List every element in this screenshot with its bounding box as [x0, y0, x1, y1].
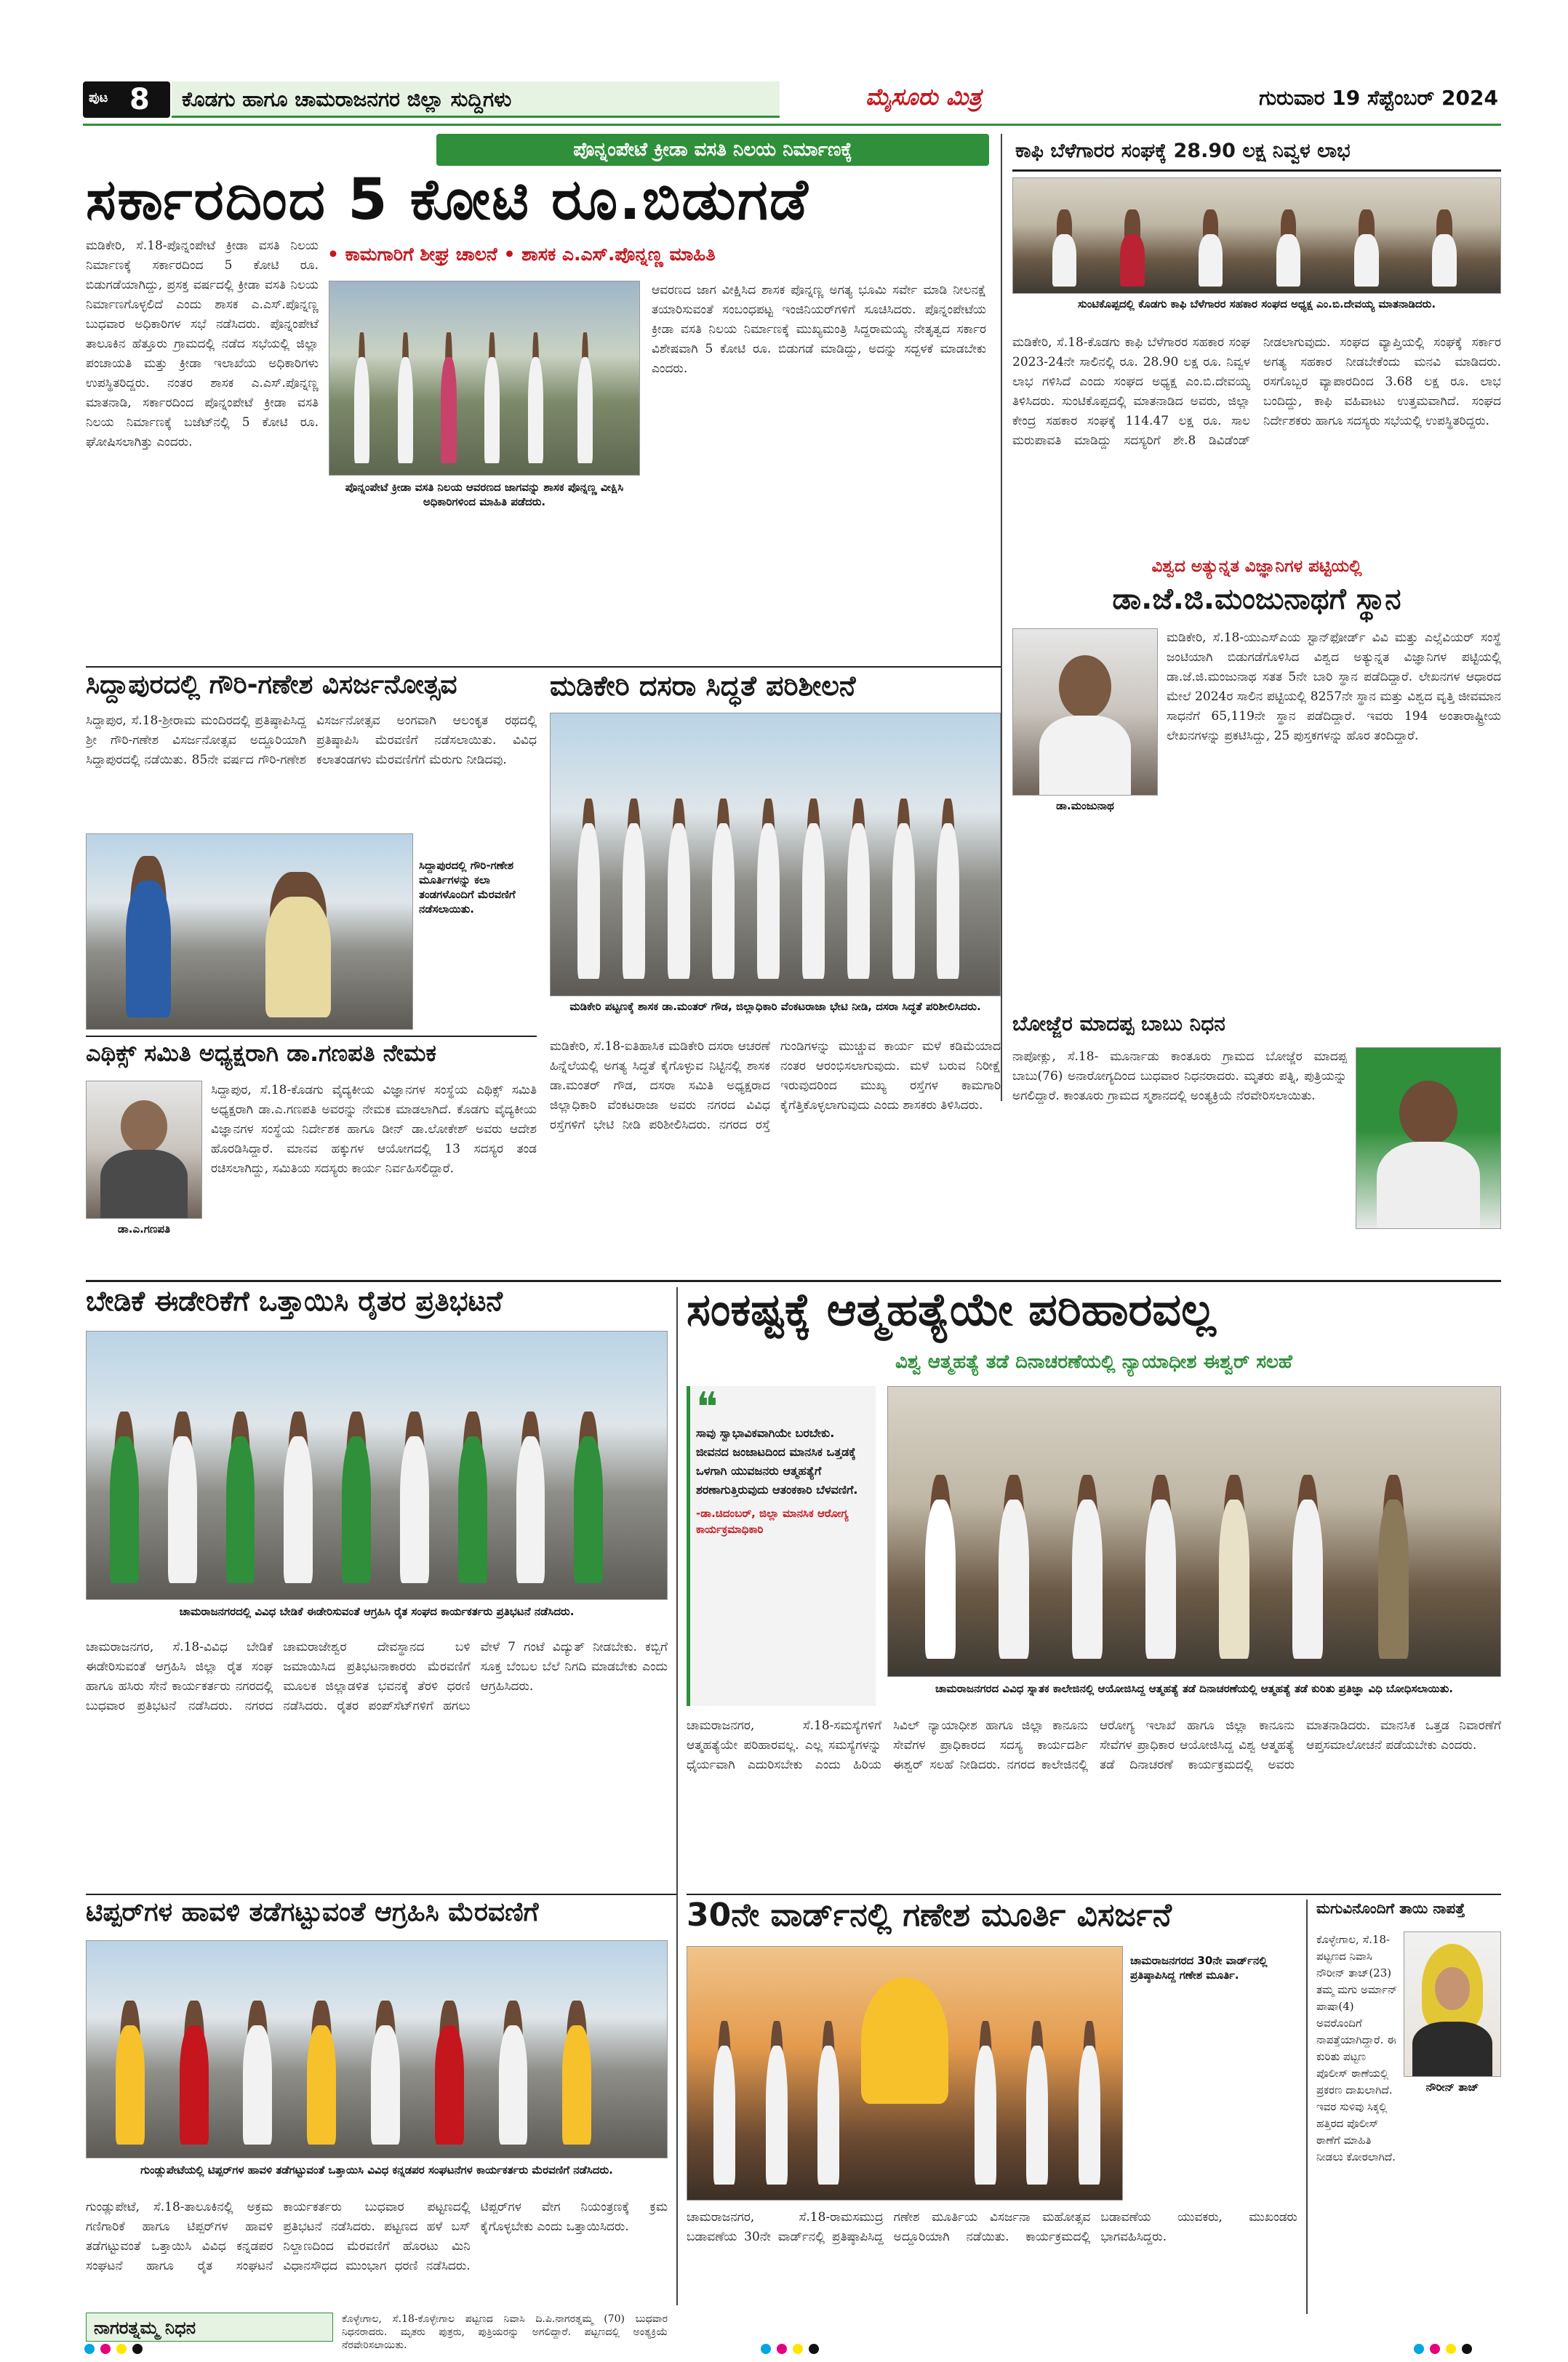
tipper-photo-caption: ಗುಂಡ್ಲುಪೇಟೆಯಲ್ಲಿ ಟಿಪ್ಪರ್‌ಗಳ ಹಾವಳಿ ತಡೆಗಟ್ಟುವಂತೆ ಒತ್ತಾಯಿಸಿ ವಿವಿಧ ಕನ್ನಡಪರ ಸಂಘಟನೆಗಳ ಕಾರ್ಯಕರ್ತರು ಮೆರವಣಿಗೆ ನಡೆಸಿದರು. [140, 2163, 613, 2177]
ward30-photo [687, 1946, 1123, 2201]
dasara-headline: ಮಡಿಕೇರಿ ದಸರಾ ಸಿದ್ಧತೆ ಪರಿಶೀಲನೆ [550, 672, 856, 702]
dasara-body: ಮಡಿಕೇರಿ, ಸೆ.18-ಐತಿಹಾಸಿಕ ಮಡಿಕೇರಿ ದಸರಾ ಆಚರಣೆ ಹಿನ್ನೆಲೆಯಲ್ಲಿ ಅಗತ್ಯ ಸಿದ್ಧತೆ ಕೈಗೊಳ್ಳುವ ನಿಟ್ಟಿನಲ್ಲಿ ಶಾಸಕ ಡಾ.ಮಂತರ್ ಗೌಡ, ದಸರಾ ಸಮಿತಿ ಅಧ್ಯಕ್ಷರಾದ ಜಿಲ್ಲಾಧಿಕಾರಿ ವೆಂಕಟರಾಜಾ ಅವರು ನಗರದ ವಿವಿಧ ರಸ್ತೆಗಳಿಗೆ ಭೇಟಿ ನೀಡಿ ಪರಿಶೀಲಿಸಿದರು. ನಗರದ ರಸ್ತೆ ಗುಂಡಿಗಳನ್ನು ಮುಚ್ಚುವ ಕಾರ್ಯ ಮಳೆ ಕಡಿಮೆಯಾದ ನಂತರ ಆರಂಭಿಸಲಾಗುವುದು. ಮಳೆ ಬರುವ ನಿರೀಕ್ಷೆ ಇರುವುದರಿಂದ ಮುಖ್ಯ ರಸ್ತೆಗಳ ಕಾಮಗಾರಿ ಕೈಗೆತ್ತಿಕೊಳ್ಳಲಾಗುವುದು ಎಂದು ಶಾಸಕರು ತಿಳಿಸಿದರು. [550, 1039, 1001, 1132]
ward30-photo-caption: ಚಾಮರಾಜನಗರದ 30ನೇ ವಾರ್ಡ್‌ನಲ್ಲಿ ಪ್ರತಿಷ್ಠಾಪಿಸಿದ್ದ ಗಣೇಶ ಮೂರ್ತಿ. [1130, 1954, 1268, 1982]
farmers-photo [86, 1331, 668, 1600]
registration-marks-left [84, 2343, 172, 2358]
lead-photo-caption: ಪೊನ್ನಂಪೇಟೆ ಕ್ರೀಡಾ ವಸತಿ ನಿಲಯ ಆವರಣದ ಜಾಗವನ್ನು ಶಾಸಕ ಪೊನ್ನಣ್ಣ ವೀಕ್ಷಿಸಿ ಅಧಿಕಾರಿಗಳಿಂದ ಮಾಹಿತಿ ಪಡೆದರು. [345, 481, 624, 508]
tipper-body: ಗುಂಡ್ಲುಪೇಟೆ, ಸೆ.18-ತಾಲೂಕಿನಲ್ಲಿ ಅಕ್ರಮ ಗಣಿಗಾರಿಕೆ ಹಾಗೂ ಟಿಪ್ಪರ್‌ಗಳ ಹಾವಳಿ ತಡೆಗಟ್ಟುವಂತೆ ಒತ್ತಾಯಿಸಿ ವಿವಿಧ ಕನ್ನಡಪರ ಸಂಘಟನೆ ಹಾಗೂ ರೈತ ಸಂಘಟನೆ ಕಾರ್ಯಕರ್ತರು ಬುಧವಾರ ಪಟ್ಟಣದಲ್ಲಿ ಪ್ರತಿಭಟನೆ ನಡೆಸಿದರು. ಪಟ್ಟಣದ ಹಳೆ ಬಸ್ ನಿಲ್ದಾಣದಿಂದ ಮೆರವಣಿಗೆ ಹೊರಟು ಮಿನಿ ವಿಧಾನಸೌಧದ ಮುಂಭಾಗ ಧರಣಿ ನಡೆಸಿದರು. ಟಿಪ್ಪರ್‌ಗಳ ವೇಗ ನಿಯಂತ್ರಣಕ್ಕೆ ಕ್ರಮ ಕೈಗೊಳ್ಳಬೇಕು ಎಂದು ಒತ್ತಾಯಿಸಿದರು. [86, 2200, 668, 2273]
suicide-headline: ಸಂಕಷ್ಟಕ್ಕೆ ಆತ್ಮಹತ್ಯೆಯೇ ಪರಿಹಾರವಲ್ಲ [687, 1287, 1216, 1336]
section-title: ಕೊಡಗು ಹಾಗೂ ಚಾಮರಾಜನಗರ ಜಿಲ್ಲಾ ಸುದ್ದಿಗಳು [182, 87, 512, 111]
tipper-photo [86, 1940, 668, 2158]
suicide-photo-caption: ಚಾಮರಾಜನಗರದ ವಿವಿಧ ಸ್ನಾತಕ ಕಾಲೇಜಿನಲ್ಲಿ ಆಯೋಜಿಸಿದ್ದ ಆತ್ಮಹತ್ಯೆ ತಡೆ ದಿನಾಚರಣೆಯಲ್ಲಿ ಆತ್ಮಹತ್ಯೆ ತಡೆ ಕುರಿತು ಪ್ರತಿಜ್ಞಾ ವಿಧಿ ಬೋಧಿಸಲಾಯಿತು. [935, 1682, 1453, 1695]
section-title-bar [172, 81, 780, 118]
suicide-quote: ಸಾವು ಸ್ವಾಭಾವಿಕವಾಗಿಯೇ ಬರಬೇಕು. ಜೀವನದ ಜಂಜಾಟದಿಂದ ಮಾನಸಿಕ ಒತ್ತಡಕ್ಕೆ ಒಳಗಾಗಿ ಯುವಜನರು ಆತ್ಮಹತ್ಯೆಗೆ ಶರಣಾಗುತ್ತಿರುವುದು ಆತಂಕಕಾರಿ ಬೆಳವಣಿಗೆ. [696, 1426, 858, 1497]
manjunath-kicker: ವಿಶ್ವದ ಅತ್ಯುನ್ನತ ವಿಜ್ಞಾನಿಗಳ ಪಟ್ಟಿಯಲ್ಲಿ [1151, 557, 1362, 576]
page-number-badge [83, 81, 170, 118]
nagarathnamma-headline-bar [86, 2313, 333, 2342]
rule-ward30 [687, 1894, 1501, 1895]
page-number: 8 [129, 83, 150, 116]
issue-date: ಗುರುವಾರ 19 ಸೆಪ್ಟೆಂಬರ್ 2024 [1259, 86, 1498, 110]
siddapura-photo-caption: ಸಿದ್ದಾಪುರದಲ್ಲಿ ಗೌರಿ-ಗಣೇಶ ಮೂರ್ತಿಗಳನ್ನು ಕಲಾ ತಂಡಗಳೊಂದಿಗೆ ಮೆರವಣಿಗೆ ನಡೆಸಲಾಯಿತು. [419, 859, 516, 916]
lead-subhead: • ಕಾಮಗಾರಿಗೆ ಶೀಘ್ರ ಚಾಲನೆ • ಶಾಸಕ ಎ.ಎಸ್.ಪೊನ್ನಣ್ಣ ಮಾಹಿತಿ [327, 244, 716, 265]
rule-lower [86, 1280, 1501, 1282]
suicide-quote-author: -ಡಾ.ಚಿದಂಬರ್, ಜಿಲ್ಲಾ ಮಾನಸಿಕ ಆರೋಗ್ಯ ಕಾರ್ಯಕ್ರಮಾಧಿಕಾರಿ [696, 1507, 849, 1536]
missing-photo-caption: ನೌರೀನ್ ತಾಜ್ [1425, 2081, 1479, 2094]
farmers-body: ಚಾಮರಾಜನಗರ, ಸೆ.18-ವಿವಿಧ ಬೇಡಿಕೆ ಈಡೇರಿಸುವಂತೆ ಆಗ್ರಹಿಸಿ ಜಿಲ್ಲಾ ರೈತ ಸಂಘ ಹಾಗೂ ಹಸಿರು ಸೇನೆ ಕಾರ್ಯಕರ್ತರು ನಗರದಲ್ಲಿ ಬುಧವಾರ ಪ್ರತಿಭಟನೆ ನಡೆಸಿದರು. ನಗರದ ಚಾಮರಾಜೇಶ್ವರ ದೇವಸ್ಥಾನದ ಬಳಿ ಜಮಾಯಿಸಿದ ಪ್ರತಿಭಟನಾಕಾರರು ಮೆರವಣಿಗೆ ಮೂಲಕ ಜಿಲ್ಲಾಡಳಿತ ಭವನಕ್ಕೆ ತೆರಳಿ ಧರಣಿ ನಡೆಸಿದರು. ರೈತರ ಪಂಪ್‌ಸೆಟ್‌ಗಳಿಗೆ ಹಗಲು ವೇಳೆ 7 ಗಂಟೆ ವಿದ್ಯುತ್ ನೀಡಬೇಕು. ಕಬ್ಬಿಗೆ ಸೂಕ್ತ ಬೆಂಬಲ ಬೆಲೆ ನಿಗದಿ ಮಾಡಬೇಕು ಎಂದು ಆಗ್ರಹಿಸಿದರು. [86, 1640, 668, 1713]
missing-headline: ಮಗುವಿನೊಂದಿಗೆ ತಾಯಿ ನಾಪತ್ತೆ [1316, 1899, 1465, 1917]
manjunath-photo [1012, 628, 1158, 796]
coffee-headline: ಕಾಫಿ ಬೆಳೆಗಾರರ ಸಂಘಕ್ಕೆ 28.90 ಲಕ್ಷ ನಿವ್ವಳ ಲಾಭ [1015, 140, 1351, 162]
lead-photo [329, 281, 640, 476]
ward30-body: ಚಾಮರಾಜನಗರ, ಸೆ.18-ರಾಮಸಮುದ್ರ ಬಡಾವಣೆಯ 30ನೇ ವಾರ್ಡ್‌ನಲ್ಲಿ ಪ್ರತಿಷ್ಠಾಪಿಸಿದ್ದ ಗಣೇಶ ಮೂರ್ತಿಯ ವಿಸರ್ಜನಾ ಮಹೋತ್ಸವ ಅದ್ದೂರಿಯಾಗಿ ನಡೆಯಿತು. ಕಾರ್ಯಕ್ರಮದಲ್ಲಿ ಬಡಾವಣೆಯ ಯುವಕರು, ಮುಖಂಡರು ಭಾಗವಹಿಸಿದ್ದರು. [687, 2210, 1297, 2244]
suicide-quote-box [687, 1386, 876, 1706]
column-divider [1001, 134, 1002, 1101]
dasara-photo-caption: ಮಡಿಕೇರಿ ಪಟ್ಟಣಕ್ಕೆ ಶಾಸಕ ಡಾ.ಮಂತರ್ ಗೌಡ, ಜಿಲ್ಲಾಧಿಕಾರಿ ವೆಂಕಟರಾಜಾ ಭೇಟಿ ನೀಡಿ, ದಸರಾ ಸಿದ್ಧತೆ ಪರಿಶೀಲಿಸಿದರು. [569, 1000, 981, 1013]
missing-body: ಕೊಳ್ಳೇಗಾಲ, ಸೆ.18-ಪಟ್ಟಣದ ನಿವಾಸಿ ನೌರೀನ್ ತಾಜ್(23) ತಮ್ಮ ಮಗು ಅರ್ಮಾನ್ ಪಾಷಾ(4) ಅವರೊಂದಿಗೆ ನಾಪತ್ತೆಯಾಗಿದ್ದಾರೆ. ಈ ಕುರಿತು ಪಟ್ಟಣ ಪೊಲೀಸ್ ಠಾಣೆಯಲ್ಲಿ ಪ್ರಕರಣ ದಾಖಲಾಗಿದೆ. ಇವರ ಸುಳಿವು ಸಿಕ್ಕಲ್ಲಿ ಹತ್ತಿರದ ಪೊಲೀಸ್ ಠಾಣೆಗೆ ಮಾಹಿತಿ ನೀಡಲು ಕೋರಲಾಗಿದೆ. [1316, 1933, 1398, 2163]
suicide-subhead: ವಿಶ್ವ ಆತ್ಮಹತ್ಯೆ ತಡೆ ದಿನಾಚರಣೆಯಲ್ಲಿ ನ್ಯಾಯಾಧೀಶ ಈಶ್ವರ್ ಸಲಹೆ [895, 1351, 1292, 1373]
registration-marks-right [1414, 2343, 1501, 2358]
registration-marks-center [761, 2343, 848, 2358]
paper-logo: ಮೈಸೂರು ಮಿತ್ರ [865, 83, 982, 111]
bojjagere-body: ನಾಪೋಕ್ಲು, ಸೆ.18- ಮೂರ್ನಾಡು ಕಾಂತೂರು ಗ್ರಾಮದ ಬೋಜ್ಜೆರ ಮಾದಪ್ಪ ಬಾಬು(76) ಅನಾರೋಗ್ಯದಿಂದ ಬುಧವಾರ ನಿಧನರಾದರು. ಮೃತರು ಪತ್ನಿ, ಪುತ್ರಿಯನ್ನು ಅಗಲಿದ್ದಾರೆ. ಕಾಂತೂರು ಗ್ರಾಮದ ಸ್ಮಶಾನದಲ್ಲಿ ಅಂತ್ಯಕ್ರಿಯೆ ನೆರವೇರಿಸಲಾಯಿತು. [1012, 1049, 1347, 1103]
farmers-photo-caption: ಚಾಮರಾಜನಗರದಲ್ಲಿ ವಿವಿಧ ಬೇಡಿಕೆ ಈಡೇರಿಸುವಂತೆ ಆಗ್ರಹಿಸಿ ರೈತ ಸಂಘದ ಕಾರ್ಯಕರ್ತರು ಪ್ರತಿಭಟನೆ ನಡೆಸಿದರು. [179, 1605, 575, 1618]
suicide-body: ಚಾಮರಾಜನಗರ, ಸೆ.18-ಸಮಸ್ಯೆಗಳಿಗೆ ಆತ್ಮಹತ್ಯೆಯೇ ಪರಿಹಾರವಲ್ಲ. ಎಲ್ಲ ಸಮಸ್ಯೆಗಳನ್ನು ಧೈರ್ಯವಾಗಿ ಎದುರಿಸಬೇಕು ಎಂದು ಹಿರಿಯ ಸಿವಿಲ್ ನ್ಯಾಯಾಧೀಶ ಹಾಗೂ ಜಿಲ್ಲಾ ಕಾನೂನು ಸೇವೆಗಳ ಪ್ರಾಧಿಕಾರದ ಸದಸ್ಯ ಕಾರ್ಯದರ್ಶಿ ಈಶ್ವರ್ ಸಲಹೆ ನೀಡಿದರು. ನಗರದ ಕಾಲೇಜಿನಲ್ಲಿ ಆರೋಗ್ಯ ಇಲಾಖೆ ಹಾಗೂ ಜಿಲ್ಲಾ ಕಾನೂನು ಸೇವೆಗಳ ಪ್ರಾಧಿಕಾರ ಆಯೋಜಿಸಿದ್ದ ವಿಶ್ವ ಆತ್ಮಹತ್ಯೆ ತಡೆ ದಿನಾಚರಣೆ ಕಾರ್ಯಕ್ರಮದಲ್ಲಿ ಅವರು ಮಾತನಾಡಿದರು. ಮಾನಸಿಕ ಒತ್ತಡ ನಿವಾರಣೆಗೆ ಆಪ್ತಸಮಾಲೋಚನೆ ಪಡೆಯಬೇಕು ಎಂದರು. [687, 1718, 1501, 1772]
quote-icon: ❝ [696, 1386, 719, 1431]
lead-body-left: ಮಡಿಕೇರಿ, ಸೆ.18-ಪೊನ್ನಂಪೇಟೆ ಕ್ರೀಡಾ ವಸತಿ ನಿಲಯ ನಿರ್ಮಾಣಕ್ಕೆ ಸರ್ಕಾರದಿಂದ 5 ಕೋಟಿ ರೂ. ಬಿಡುಗಡೆಯಾಗಿದ್ದು, ಪ್ರಸಕ್ತ ವರ್ಷದಲ್ಲಿ ಕ್ರೀಡಾ ವಸತಿ ನಿಲಯ ನಿರ್ಮಾಣಗೊಳ್ಳಲಿದೆ ಎಂದು ಶಾಸಕ ಎ.ಎಸ್.ಪೊನ್ನಣ್ಣ ಬುಧವಾರ ಅಧಿಕಾರಿಗಳ ಸಭೆ ನಡೆಸಿದರು. ಪೊನ್ನಂಪೇಟೆ ತಾಲೂಕಿನ ಹೆತ್ತೂರು ಗ್ರಾಮದಲ್ಲಿ ನಡೆದ ಸಭೆಯಲ್ಲಿ ಜಿಲ್ಲಾ ಪಂಚಾಯತಿ ಮತ್ತು ಕ್ರೀಡಾ ಇಲಾಖೆಯ ಅಧಿಕಾರಿಗಳು ಉಪಸ್ಥಿತರಿದ್ದರು. ನಂತರ ಶಾಸಕ ಎ.ಎಸ್.ಪೊನ್ನಣ್ಣ ಮಾತನಾಡಿ, ಸರ್ಕಾರದಿಂದ ಪೊನ್ನಂಪೇಟೆ ಕ್ರೀಡಾ ವಸತಿ ನಿಲಯ ನಿರ್ಮಾಣಕ್ಕೆ ಬಜೆಟ್‌ನಲ್ಲಿ 5 ಕೋಟಿ ರೂ. ಘೋಷಿಸಲಾಗಿತ್ತು ಎಂದರು. [86, 239, 319, 449]
siddapura-headline: ಸಿದ್ದಾಪುರದಲ್ಲಿ ಗೌರಿ-ಗಣೇಶ ವಿಸರ್ಜನೋತ್ಸವ [86, 672, 457, 700]
ethics-body: ಸಿದ್ದಾಪುರ, ಸೆ.18-ಕೊಡಗು ವೈದ್ಯಕೀಯ ವಿಜ್ಞಾನಗಳ ಸಂಸ್ಥೆಯ ಎಥಿಕ್ಸ್ ಸಮಿತಿ ಅಧ್ಯಕ್ಷರಾಗಿ ಡಾ.ಎ.ಗಣಪತಿ ಅವರನ್ನು ನೇಮಕ ಮಾಡಲಾಗಿದೆ. ಕೊಡಗು ವೈದ್ಯಕೀಯ ವಿಜ್ಞಾನಗಳ ಸಂಸ್ಥೆಯ ನಿರ್ದೇಶಕ ಹಾಗೂ ಡೀನ್ ಡಾ.ಲೋಕೇಶ್ ಅವರು ಆದೇಶ ಹೊರಡಿಸಿದ್ದಾರೆ. ಮಾನವ ಹಕ್ಕುಗಳ ಆಯೋಗದಲ್ಲಿ 13 ಸದಸ್ಯರ ತಂಡ ರಚಿಸಲಾಗಿದ್ದು, ಸಮಿತಿಯ ಸದಸ್ಯರು ಕಾರ್ಯ ನಿರ್ವಹಿಸಲಿದ್ದಾರೆ. [211, 1083, 537, 1176]
coffee-photo [1012, 177, 1501, 294]
ethics-photo-caption: ಡಾ.ಎ.ಗಣಪತಿ [117, 1222, 171, 1236]
manjunath-body: ಮಡಿಕೇರಿ, ಸೆ.18-ಯುಎಸ್‌ಎಯ ಸ್ಟಾನ್‌ಫೋರ್ಡ್ ವಿವಿ ಮತ್ತು ಎಲ್ಸೆವಿಯರ್ ಸಂಸ್ಥೆ ಜಂಟಿಯಾಗಿ ಬಿಡುಗಡೆಗೊಳಿಸಿದ ವಿಶ್ವದ ಅತ್ಯುನ್ನತ ವಿಜ್ಞಾನಿಗಳ ಪಟ್ಟಿಯಲ್ಲಿ ಡಾ.ಜೆ.ಜಿ.ಮಂಜುನಾಥ ಸತತ 5ನೇ ಬಾರಿ ಸ್ಥಾನ ಪಡೆದಿದ್ದಾರೆ. ಲೇಖನಗಳ ಆಧಾರದ ಮೇಲೆ 2024ರ ಸಾಲಿನ ಪಟ್ಟಿಯಲ್ಲಿ 8257ನೇ ಸ್ಥಾನ ಮತ್ತು ವಿಶ್ವದ ವೃತ್ತಿ ಜೀವಮಾನ ಸಾಧನೆಗೆ 65,119ನೇ ಸ್ಥಾನ ಪಡೆದಿದ್ದಾರೆ. ಇವರು 194 ಅಂತಾರಾಷ್ಟ್ರೀಯ ಲೇಖನಗಳನ್ನು ಪ್ರಕಟಿಸಿದ್ದು, 25 ಪುಸ್ತಕಗಳನ್ನು ಹೊರ ತಂದಿದ್ದಾರೆ. [1167, 630, 1501, 743]
bojjagere-photo [1356, 1047, 1501, 1229]
lead-body-right: ಆವರಣದ ಜಾಗ ವೀಕ್ಷಿಸಿದ ಶಾಸಕ ಪೊನ್ನಣ್ಣ ಅಗತ್ಯ ಭೂಮಿ ಸರ್ವೇ ಮಾಡಿ ನೀಲನಕ್ಷೆ ತಯಾರಿಸುವಂತೆ ಸಂಬಂಧಪಟ್ಟ ಇಂಜಿನಿಯರ್‌ಗಳಿಗೆ ಸೂಚಿಸಿದರು. ಪೊನ್ನಂಪೇಟೆಯ ಕ್ರೀಡಾ ವಸತಿ ನಿಲಯ ನಿರ್ಮಾಣಕ್ಕೆ ಮುಖ್ಯಮಂತ್ರಿ ಸಿದ್ದರಾಮಯ್ಯ ನೇತೃತ್ವದ ಸರ್ಕಾರ ವಿಶೇಷವಾಗಿ 5 ಕೋಟಿ ರೂ. ಬಿಡುಗಡೆ ಮಾಡಿದ್ದು, ಅದನ್ನು ಸದ್ಬಳಕೆ ಮಾಡಬೇಕು ಎಂದರು. [652, 283, 986, 376]
ward30-headline: 30ನೇ ವಾರ್ಡ್‌ನಲ್ಲಿ ಗಣೇಶ ಮೂರ್ತಿ ವಿಸರ್ಜನೆ [687, 1899, 1172, 1934]
manjunath-photo-caption: ಡಾ.ಮಂಜುನಾಥ [1056, 799, 1114, 812]
masthead-rule [83, 124, 1501, 126]
nagarathnamma-body: ಕೊಳ್ಳೇಗಾಲ, ಸೆ.18-ಕೊಳ್ಳೇಗಾಲ ಪಟ್ಟಣದ ನಿವಾಸಿ ದಿ.ಪಿ.ನಾಗರತ್ನಮ್ಮ (70) ಬುಧವಾರ ನಿಧನರಾದರು. ಮೃತರು ಪುತ್ರರು, ಪುತ್ರಿಯರನ್ನು ಅಗಲಿದ್ದಾರೆ. ಪಟ್ಟಣದಲ್ಲಿ ಅಂತ್ಯಕ್ರಿಯೆ ನೆರವೇರಿಸಲಾಯಿತು. [342, 2313, 668, 2351]
column-divider-2 [676, 1287, 678, 2305]
rule-tipper [86, 1894, 676, 1895]
nagarathnamma-headline: ನಾಗರತ್ನಮ್ಮ ನಿಧನ [94, 2318, 196, 2338]
suicide-photo [887, 1386, 1501, 1677]
dasara-photo [550, 713, 1001, 996]
tipper-headline: ಟಿಪ್ಪರ್‌ಗಳ ಹಾವಳಿ ತಡೆಗಟ್ಟುವಂತೆ ಆಗ್ರಹಿಸಿ ಮೆರವಣಿಗೆ [86, 1899, 539, 1927]
ethics-photo [86, 1081, 202, 1219]
manjunath-headline: ಡಾ.ಜೆ.ಜಿ.ಮಂಜುನಾಥಗೆ ಸ್ಥಾನ [1112, 585, 1401, 616]
lead-headline: ಸರ್ಕಾರದಿಂದ 5 ಕೋಟಿ ರೂ.ಬಿಡುಗಡೆ [86, 172, 809, 233]
rule-ethics [86, 1036, 537, 1037]
ethics-headline: ಎಥಿಕ್ಸ್ ಸಮಿತಿ ಅಧ್ಯಕ್ಷರಾಗಿ ಡಾ.ಗಣಪತಿ ನೇಮಕ [86, 1041, 436, 1067]
column-divider-3 [1306, 1899, 1308, 2314]
coffee-headline-bar [1012, 134, 1501, 172]
coffee-body: ಮಡಿಕೇರಿ, ಸೆ.18-ಕೊಡಗು ಕಾಫಿ ಬೆಳೆಗಾರರ ಸಹಕಾರ ಸಂಘ 2023-24ನೇ ಸಾಲಿನಲ್ಲಿ ರೂ. 28.90 ಲಕ್ಷ ರೂ. ನಿವ್ವಳ ಲಾಭ ಗಳಿಸಿದೆ ಎಂದು ಸಂಘದ ಅಧ್ಯಕ್ಷ ಎಂ.ಬಿ.ದೇವಯ್ಯ ತಿಳಿಸಿದರು. ಸುಂಟಿಕೊಪ್ಪದಲ್ಲಿ ಮಾತನಾಡಿದ ಅವರು, ಜಿಲ್ಲಾ ಕೇಂದ್ರ ಸಹಕಾರ ಸಂಘಕ್ಕೆ 114.47 ಲಕ್ಷ ರೂ. ಸಾಲ ಮರುಪಾವತಿ ಮಾಡಿದ್ದು ಸದಸ್ಯರಿಗೆ ಶೇ.8 ಡಿವಿಡೆಂಡ್ ನೀಡಲಾಗುವುದು. ಸಂಘದ ವ್ಯಾಪ್ತಿಯಲ್ಲಿ ಸಂಘಕ್ಕೆ ಸರ್ಕಾರ ಅಗತ್ಯ ಸಹಕಾರ ನೀಡಬೇಕೆಂದು ಮನವಿ ಮಾಡಿದರು. ರಸಗೊಬ್ಬರ ವ್ಯಾಪಾರದಿಂದ 3.68 ಲಕ್ಷ ರೂ. ಲಾಭ ಬಂದಿದ್ದು, ಕಾಫಿ ವಹಿವಾಟು ಉತ್ತಮವಾಗಿದೆ. ಸಂಘದ ನಿರ್ದೇಶಕರು ಹಾಗೂ ಸದಸ್ಯರು ಸಭೆಯಲ್ಲಿ ಉಪಸ್ಥಿತರಿದ್ದರು. [1012, 335, 1501, 448]
rule-siddapura [86, 666, 1001, 668]
siddapura-body: ಸಿದ್ದಾಪುರ, ಸೆ.18-ಶ್ರೀರಾಮ ಮಂದಿರದಲ್ಲಿ ಪ್ರತಿಷ್ಠಾಪಿಸಿದ್ದ ಶ್ರೀ ಗೌರಿ-ಗಣೇಶ ವಿಸರ್ಜನೋತ್ಸವ ಅದ್ದೂರಿಯಾಗಿ ಸಿದ್ದಾಪುರದಲ್ಲಿ ನಡೆಯಿತು. 85ನೇ ವರ್ಷದ ಗೌರಿ-ಗಣೇಶ ವಿಸರ್ಜನೋತ್ಸವ ಅಂಗವಾಗಿ ಆಲಂಕೃತ ರಥದಲ್ಲಿ ಪ್ರತಿಷ್ಠಾಪಿಸಿ ಮೆರವಣಿಗೆ ನಡೆಸಲಾಯಿತು. ವಿವಿಧ ಕಲಾತಂಡಗಳು ಮೆರವಣಿಗೆಗೆ ಮೆರುಗು ನೀಡಿದವು. [86, 713, 537, 767]
coffee-photo-caption: ಸುಂಟಿಕೊಪ್ಪದಲ್ಲಿ ಕೊಡಗು ಕಾಫಿ ಬೆಳೆಗಾರರ ಸಹಕಾರ ಸಂಘದ ಅಧ್ಯಕ್ಷ ಎಂ.ಬಿ.ದೇವಯ್ಯ ಮಾತನಾಡಿದರು. [1077, 297, 1436, 311]
siddapura-photo [86, 833, 413, 1030]
farmers-headline: ಬೇಡಿಕೆ ಈಡೇರಿಕೆಗೆ ಒತ್ತಾಯಿಸಿ ರೈತರ ಪ್ರತಿಭಟನೆ [86, 1287, 503, 1317]
page-label: ಪುಟ [89, 90, 108, 105]
lead-kicker: ಪೊನ್ನಂಪೇಟೆ ಕ್ರೀಡಾ ವಸತಿ ನಿಲಯ ನಿರ್ಮಾಣಕ್ಕೆ [436, 134, 989, 166]
missing-photo [1404, 1931, 1501, 2077]
bojjagere-headline: ಬೋಜ್ಜೆರ ಮಾದಪ್ಪ ಬಾಬು ನಿಧನ [1012, 1014, 1225, 1036]
